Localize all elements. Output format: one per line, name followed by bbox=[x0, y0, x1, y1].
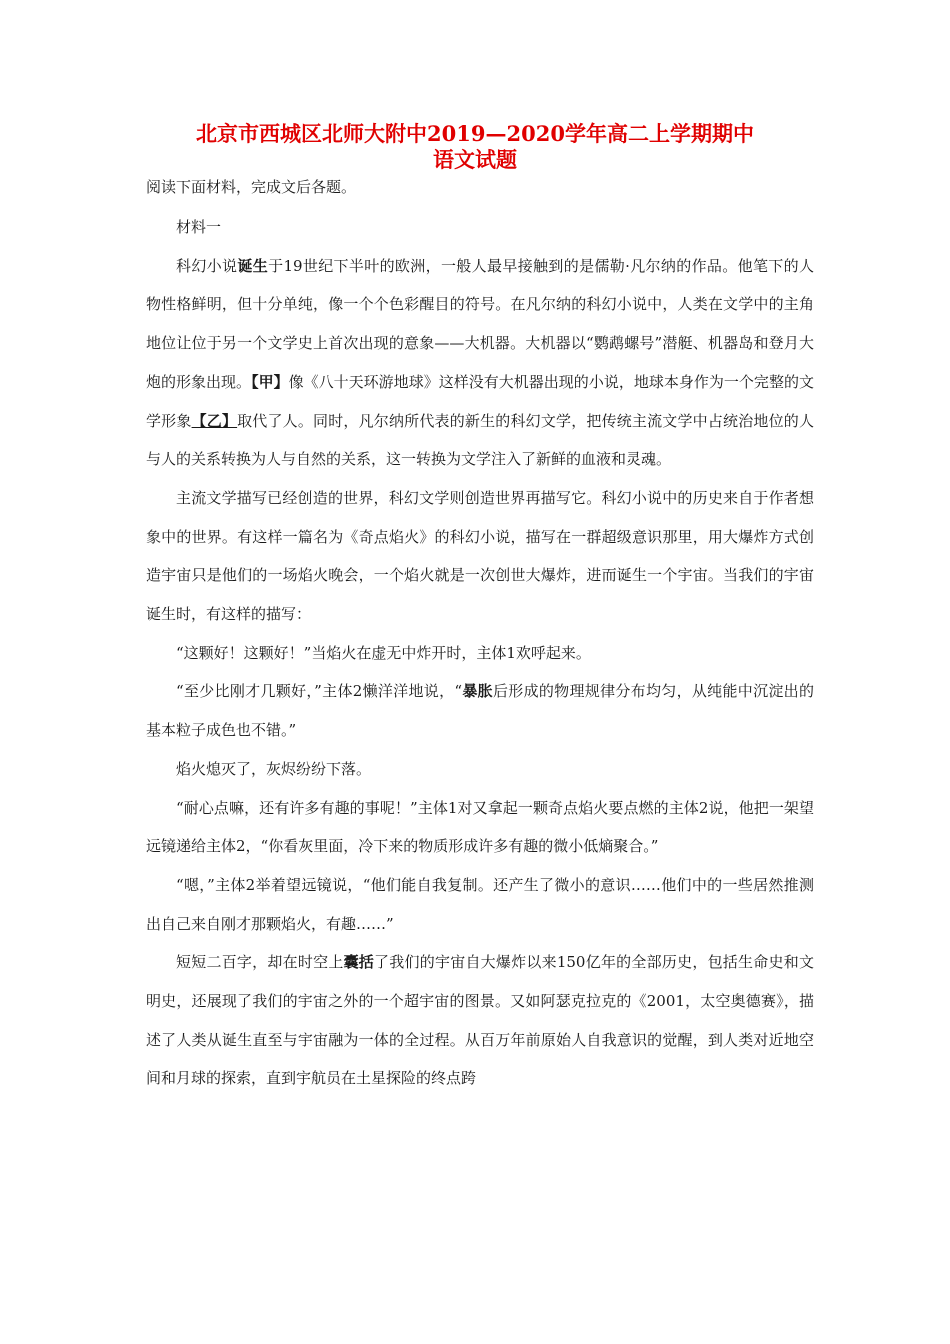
paragraph-1-text-c: 像《八十天环游地球》这样没有大机器出现的小说，地球本身作为一个完整的文学形象 bbox=[146, 372, 814, 430]
paragraph-7: “嗯，”主体2举着望远镜说，“他们能自我复制。还产生了微小的意识……他们中的一些居然推测出自己来自刚才那颗焰火，有趣……” bbox=[146, 875, 814, 933]
paragraph-1-text-b: 于19世纪下半叶的欧洲，一般人最早接触到的是儒勒·凡尔纳的作品。他笔下的人物性格鲜明，但十分单纯，像一个个色彩醒目的符号。在凡尔纳的科幻小说中，人类在文学中的主角地位让位于另一个文学史上首次出现的意象——大机器。大机器以“鹦鹉螺号”潜艇、机器岛和登月大炮的形象出现。 bbox=[146, 256, 814, 391]
paragraph-3: “这颗好！这颗好！”当焰火在虚无中炸开时，主体1欢呼起来。 bbox=[176, 643, 591, 662]
paragraph-5: 焰火熄灭了，灰烬纷纷下落。 bbox=[176, 759, 372, 778]
paragraph-4 bbox=[146, 672, 814, 749]
paragraph-8-text-b: 了我们的宇宙自大爆炸以来150亿年的全部历史，包括生命史和文明史，还展现了我们的宇宙之外的一个超宇宙的图景。又如阿瑟克拉克的《2001，太空奥德赛》，描述了人类从诞生直至与宇宙融为一体的全过程。从百万年前原始人自我意识的觉醒，到人类对近地空间和月球的探索，直到宇航员在土星探险的终点跨 bbox=[146, 953, 814, 1088]
paragraph-8 bbox=[146, 943, 814, 1098]
paragraph-8-text-a: 短短二百字，却在时空上 bbox=[176, 953, 344, 972]
blank-marker-jia: 【甲】 bbox=[251, 372, 289, 391]
material-heading: 材料一 bbox=[176, 218, 222, 236]
document-body bbox=[146, 172, 814, 1098]
paragraph-1-text-d: 取代了人。同时，凡尔纳所代表的新生的科幻文学，把传统主流文学中占统治地位的人与人的关系转换为人与自然的关系，这一转换为文学注入了新鲜的血液和灵魂。 bbox=[146, 411, 814, 469]
keyword-dansheng: 诞生 bbox=[237, 256, 269, 275]
paragraph-1-text-a: 科幻小说 bbox=[176, 256, 238, 275]
paragraph-2: 主流文学描写已经创造的世界，科幻文学则创造世界再描写它。科幻小说中的历史来自于作者想象中的世界。有这样一篇名为《奇点焰火》的科幻小说，描写在一群超级意识那里，用大爆炸方式创造宇宙只是他们的一场焰火晚会，一个焰火就是一次创世大爆炸，进而诞生一个宇宙。当我们的宇宙诞生时，有这样的描写： bbox=[146, 488, 814, 624]
document-title-line2: 语文试题 bbox=[433, 147, 517, 172]
blank-marker-yi: 【乙】 bbox=[191, 411, 238, 430]
reading-instruction: 阅读下面材料，完成文后各题。 bbox=[146, 178, 357, 196]
document-title-line1: 北京市西城区北师大附中2019—2020学年高二上学期期中 bbox=[196, 121, 754, 146]
paragraph-4-text-a: “至少比刚才几颗好，”主体2懒洋洋地说，“ bbox=[176, 682, 463, 701]
paragraph-4-text-b: 后形成的物理规律分布均匀，从纯能中沉淀出的基本粒子成色也不错。” bbox=[146, 682, 814, 740]
keyword-nangkuo: 囊括 bbox=[343, 953, 375, 972]
paragraph-6: “耐心点嘛，还有许多有趣的事呢！”主体1对又拿起一颗奇点焰火要点燃的主体2说，他把一架望远镜递给主体2，“你看灰里面，冷下来的物质形成许多有趣的微小低熵聚合。” bbox=[146, 798, 814, 856]
keyword-baozhang: 暴胀 bbox=[462, 682, 493, 701]
paragraph-1 bbox=[146, 247, 814, 479]
